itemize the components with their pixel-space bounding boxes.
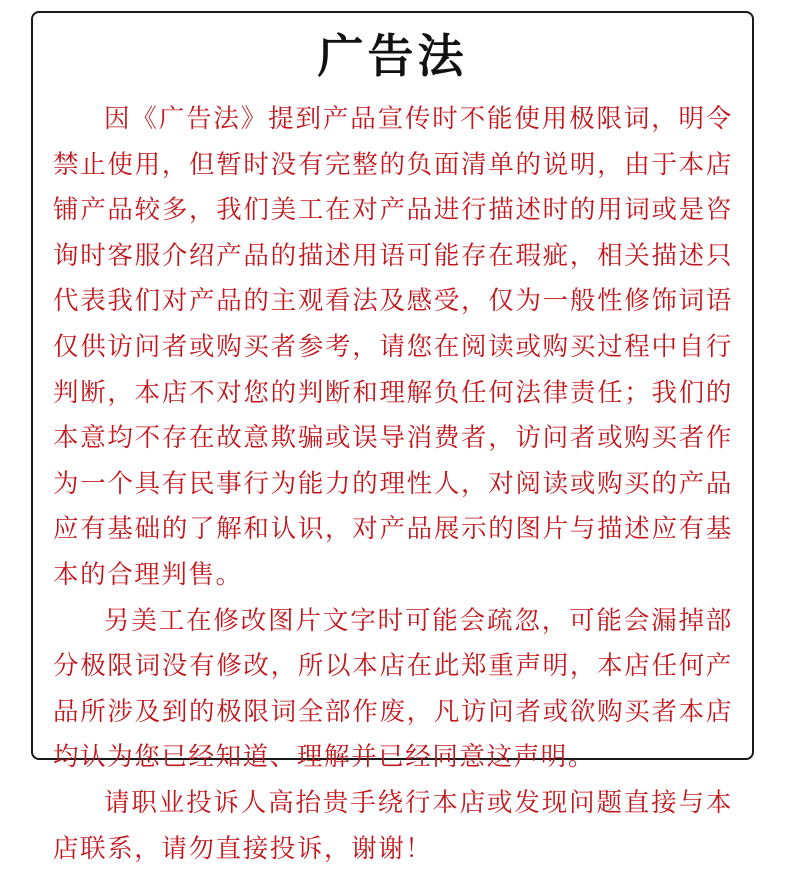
paragraph-disclaimer: 因《广告法》提到产品宣传时不能使用极限词，明令禁止使用，但暂时没有完整的负面清单的说明，由于本店铺产品较多，我们美工在对产品进行描述时的用词或是咨询时客服介绍产品的描述用语可能存在瑕疵，相关描述只代表我们对产品的主观看法及感受，仅为一般性修饰词语仅供访问者或购买者参考，请您在阅读或购买过程中自行判断，本店不对您的判断和理解负任何法律责任；我们的本意均不存在故意欺骗或误导消费者，访问者或购买者作为一个具有民事行为能力的理性人，对阅读或购买的产品应有基础的了解和认识，对产品展示的图片与描述应有基本的合理判售。 (53, 104, 733, 590)
paragraph-declaration: 另美工在修改图片文字时可能会疏忽，可能会漏掉部分极限词没有修改，所以本店在此郑重声明，本店任何产品所涉及到的极限词全部作废，凡访问者或欲购买者本店均认为您已经知道、理解并已经同意这声明。 (53, 605, 733, 773)
page-title: 广告法 (317, 29, 468, 83)
notice-body (53, 97, 733, 872)
paragraph-request: 请职业投诉人高抬贵手绕行本店或发现问题直接与本店联系，请勿直接投诉，谢谢！ (53, 787, 733, 864)
